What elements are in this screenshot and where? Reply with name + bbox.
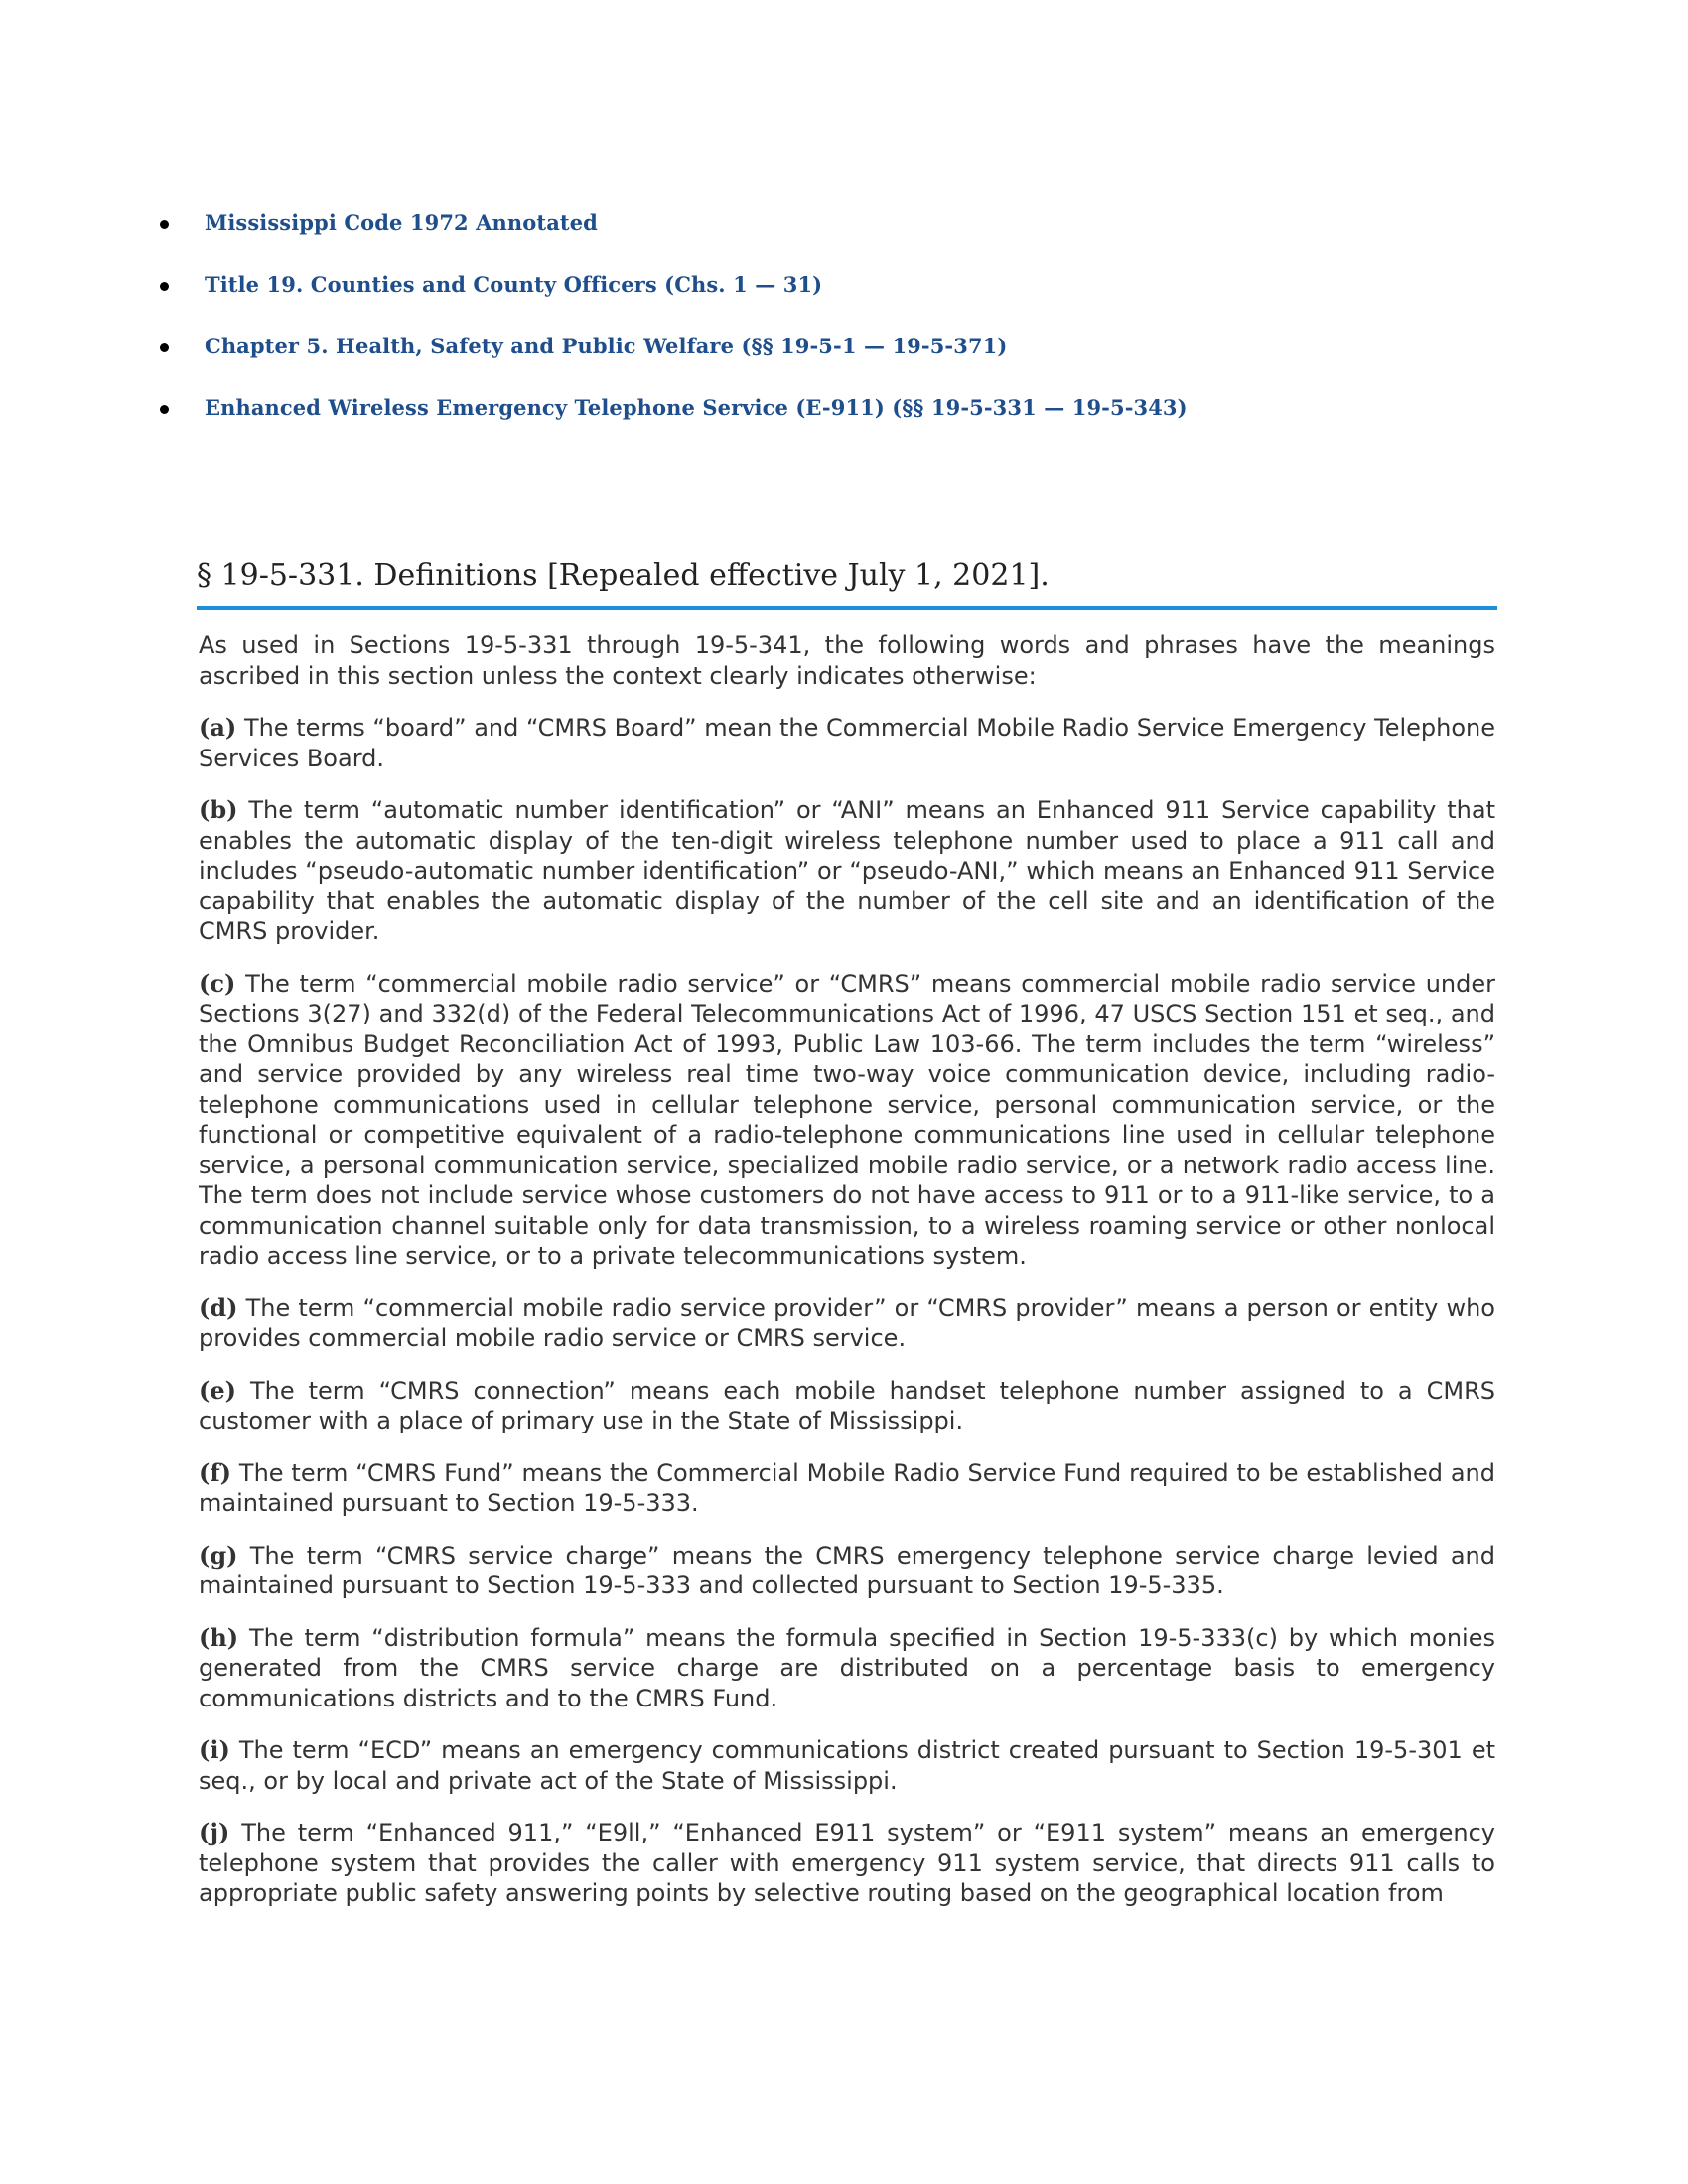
- definition-label: (f): [199, 1457, 232, 1487]
- breadcrumb: [149, 204, 1440, 450]
- definition-label: (a): [199, 713, 237, 742]
- definition-paragraph: [199, 1376, 1495, 1436]
- definition-paragraph: [199, 1735, 1495, 1796]
- section-title: § 19-5-331. Definitions [Repealed effective July 1, 2021].: [197, 554, 1497, 610]
- definition-text: The term “distribution formula” means the formula specified in Section 19-5-333(c) by which monies generated from the CMRS service charge are distributed on a percentage basis to emergency communications districts and to the CMRS Fund.: [199, 1623, 1495, 1712]
- definition-text: The term “CMRS service charge” means the CMRS emergency telephone service charge levied and maintained pursuant to Section 19-5-333 and collected pursuant to Section 19-5-335.: [199, 1541, 1496, 1599]
- definition-label: (h): [199, 1622, 239, 1652]
- bullet-icon: [160, 405, 169, 414]
- definition-text: The terms “board” and “CMRS Board” mean the Commercial Mobile Radio Service Emergency Telephone Services Board.: [199, 714, 1496, 772]
- breadcrumb-item: [149, 204, 1440, 265]
- definition-text: The term “commercial mobile radio service provider” or “CMRS provider” means a person or entity who provides commercial mobile radio service or CMRS service.: [199, 1294, 1495, 1352]
- definition-label: (j): [199, 1818, 230, 1846]
- intro-paragraph: As used in Sections 19-5-331 through 19-5-341, the following words and phrases have the meanings ascribed in this section unless the context clearly indicates otherwise:: [199, 631, 1495, 690]
- definition-label: (e): [199, 1375, 236, 1405]
- section-body: [199, 630, 1495, 1931]
- definition-text: The term “CMRS Fund” means the Commercial Mobile Radio Service Fund required to be established and maintained pursuant to Section 19-5-333.: [199, 1458, 1496, 1517]
- bullet-icon: [160, 220, 169, 229]
- definition-text: The term “Enhanced 911,” “E9ll,” “Enhanced E911 system” or “E911 system” means an emergency telephone system that provides the caller with emergency 911 system service, that directs 911 calls to appropriate public safety answering points by selective routing based on the geographical location from: [199, 1819, 1495, 1907]
- breadcrumb-item: [149, 327, 1440, 388]
- definition-label: (g): [199, 1540, 238, 1570]
- breadcrumb-link-article[interactable]: Enhanced Wireless Emergency Telephone Service (E-911) (§§ 19-5-331 — 19-5-343): [205, 395, 1188, 420]
- definition-paragraph: [199, 1294, 1495, 1354]
- breadcrumb-link-code[interactable]: Mississippi Code 1972 Annotated: [205, 210, 598, 235]
- definition-paragraph: [199, 1623, 1495, 1714]
- breadcrumb-item: [149, 388, 1440, 450]
- definition-label: (d): [199, 1293, 238, 1322]
- definition-paragraph: [199, 795, 1495, 947]
- breadcrumb-link-title[interactable]: Title 19. Counties and County Officers (Chs. 1 — 31): [205, 272, 823, 297]
- definition-text: The term “ECD” means an emergency communications district created pursuant to Section 19-5-301 et seq., or by local and private act of the State of Mississippi.: [199, 1736, 1495, 1795]
- definition-paragraph: [199, 969, 1495, 1272]
- bullet-icon: [160, 343, 169, 352]
- definition-label: (i): [199, 1735, 230, 1764]
- definition-paragraph: [199, 1818, 1495, 1909]
- definition-text: The term “CMRS connection” means each mobile handset telephone number assigned to a CMRS customer with a place of primary use in the State of Mississippi.: [199, 1376, 1495, 1434]
- definition-label: (b): [199, 795, 238, 824]
- bullet-icon: [160, 282, 169, 291]
- definition-label: (c): [199, 968, 236, 998]
- breadcrumb-item: [149, 265, 1440, 327]
- breadcrumb-link-chapter[interactable]: Chapter 5. Health, Safety and Public Welfare (§§ 19-5-1 — 19-5-371): [205, 334, 1008, 358]
- definition-text: The term “automatic number identification” or “ANI” means an Enhanced 911 Service capability that enables the automatic display of the ten-digit wireless telephone number used to place a 911 call and includes “pseudo-automatic number identification” or “pseudo-ANI,” which means an Enhanced 911 Service capability that enables the automatic display of the number of the cell site and an identification of the CMRS provider.: [199, 796, 1495, 945]
- definition-paragraph: [199, 1541, 1495, 1601]
- definition-paragraph: [199, 1458, 1495, 1519]
- definition-text: The term “commercial mobile radio service” or “CMRS” means commercial mobile radio service under Sections 3(27) and 332(d) of the Federal Telecommunications Act of 1996, 47 USCS Section 151 et seq., and the Omnibus Budget Reconciliation Act of 1993, Public Law 103-66. The term includes the term “wireless” and service provided by any wireless real time two-way voice communication device, including radio-telephone communications used in cellular telephone service, personal communication service, or the functional or competitive equivalent of a radio-telephone communications line used in cellular telephone service, a personal communication service, specialized mobile radio service, or a network radio access line. The term does not include service whose customers do not have access to 911 or to a 911-like service, to a communication channel suitable only for data transmission, to a wireless roaming service or other nonlocal radio access line service, or to a private telecommunications system.: [199, 969, 1495, 1270]
- definition-paragraph: [199, 713, 1495, 773]
